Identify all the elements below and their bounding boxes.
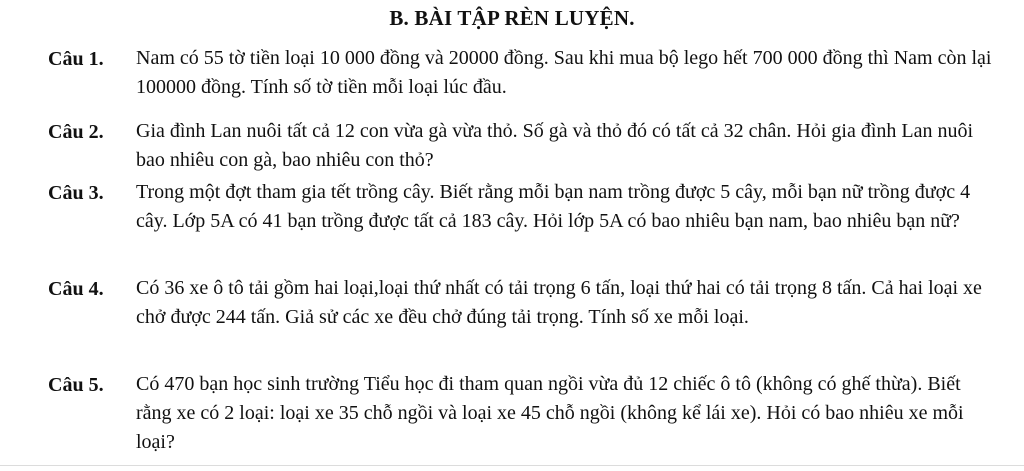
problem-label: Câu 3. [48, 182, 104, 204]
problem-text: Trong một đợt tham gia tết trồng cây. Biết rằng mỗi bạn nam trồng được 5 cây, mỗi bạn nữ trồng được 4 cây. Lớp 5A có 41 bạn trồng được tất cả 183 cây. Hỏi lớp 5A có bao nhiêu bạn nam, bao nhiêu bạn nữ? [136, 181, 971, 232]
problem-text: Nam có 55 tờ tiền loại 10 000 đồng và 20000 đồng. Sau khi mua bộ lego hết 700 000 đồng thì Nam còn lại 100000 đồng. Tính số tờ tiền mỗi loại lúc đầu. [136, 47, 992, 98]
problem-label: Câu 1. [48, 48, 104, 70]
section-title: B. BÀI TẬP RÈN LUYỆN. [389, 6, 635, 30]
page-bottom-divider [0, 465, 1024, 466]
problem-text: Có 36 xe ô tô tải gồm hai loại,loại thứ nhất có tải trọng 6 tấn, loại thứ hai có tải trọng 8 tấn. Cả hai loại xe chở được 244 tấn. Giả sử các xe đều chở đúng tải trọng. Tính số xe mỗi loại. [136, 277, 982, 328]
problem-label: Câu 2. [48, 121, 104, 143]
problem-text: Có 470 bạn học sinh trường Tiểu học đi tham quan ngồi vừa đủ 12 chiếc ô tô (không có ghế thừa). Biết rằng xe có 2 loại: loại xe 35 chỗ ngồi và loại xe 45 chỗ ngồi (không kể lái xe). Hỏi có bao nhiêu xe mỗi loại? [136, 373, 964, 453]
problem-label: Câu 4. [48, 278, 104, 300]
problem-text: Gia đình Lan nuôi tất cả 12 con vừa gà vừa thỏ. Số gà và thỏ đó có tất cả 32 chân. Hỏi gia đình Lan nuôi bao nhiêu con gà, bao nhiêu con thỏ? [136, 120, 974, 171]
problem-label: Câu 5. [48, 374, 104, 396]
